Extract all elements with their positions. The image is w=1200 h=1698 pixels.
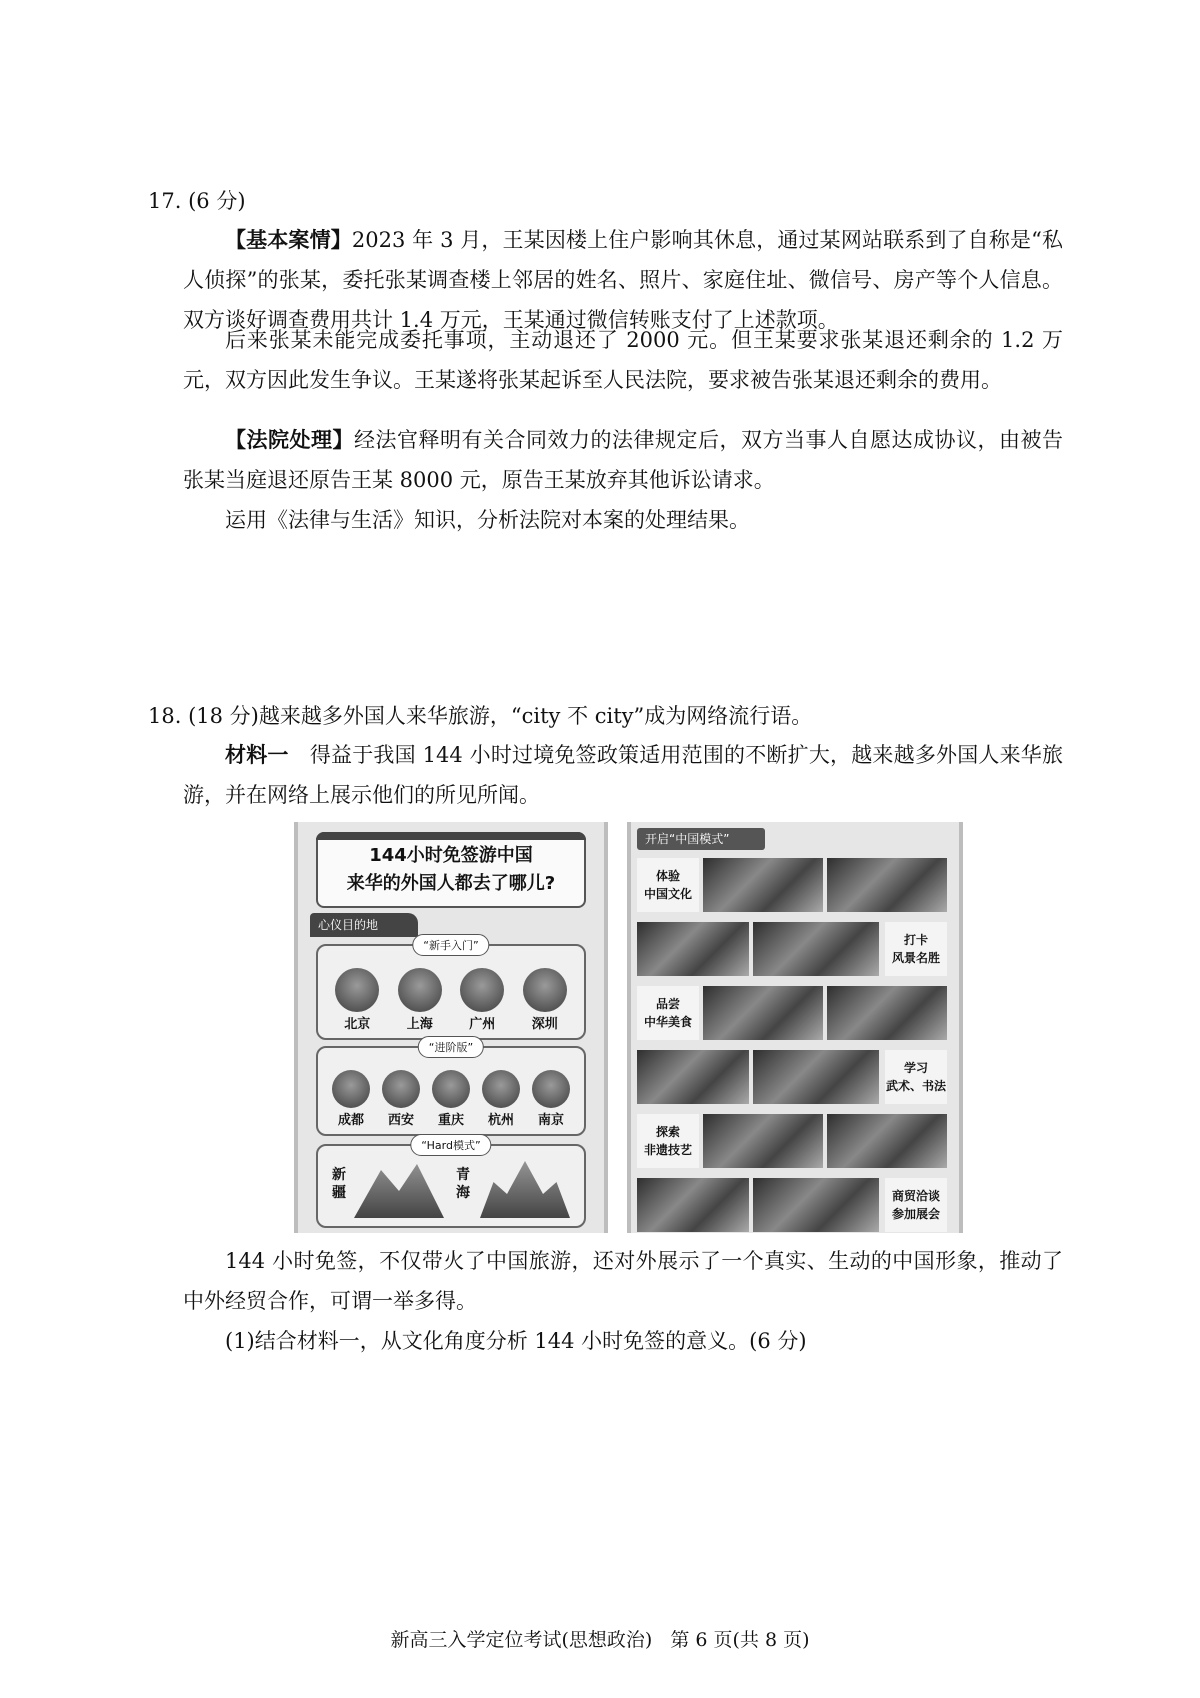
tier-label: “新手入门” [412,934,489,956]
activity-label-line-2: 中华美食 [643,1015,692,1029]
material-label: 材料一 [225,743,289,767]
activity-row [637,1174,949,1236]
city-item [382,1070,420,1128]
tier-advanced [316,1041,586,1136]
section-tag: 心仪目的地 [310,913,418,937]
city-name: 杭州 [487,1113,514,1128]
activity-photo [753,922,879,976]
activity-label-line-1: 体验 [655,869,680,883]
question-number: 17. [148,189,182,213]
city-image [460,968,504,1012]
footer-exam-title: 新高三入学定位考试(思想政治) [390,1629,653,1651]
activity-label-line-2: 非遗技艺 [643,1143,692,1157]
tier-hard [316,1139,586,1228]
city-name: 北京 [344,1017,371,1032]
city-item [523,968,567,1032]
activity-photo [703,1114,823,1168]
material-one-paragraph [183,735,1063,815]
court-text: 经法官释明有关合同效力的法律规定后，双方当事人自愿达成协议，由被告张某当庭退还原告王某 8000 元，原告王某放弃其他诉讼请求。 [183,428,1063,492]
city-image [482,1070,520,1108]
activity-label-line-2: 中国文化 [643,887,692,901]
activity-label-line-1: 品尝 [655,997,680,1011]
activity-photo [753,1050,879,1104]
city-item [432,1070,470,1128]
mountain-image [354,1158,444,1218]
activity-label-line-1: 打卡 [903,933,928,947]
page-footer [0,1625,1200,1652]
city-item [482,1070,520,1128]
activity-row [637,854,949,916]
activity-label [885,1050,947,1104]
infographic-china-mode [627,822,963,1233]
region-xinjiang: 新疆 [332,1167,346,1201]
activity-row [637,1110,949,1172]
region-qinghai: 青海 [456,1167,470,1201]
activity-label [637,986,699,1040]
case-text-2: 后来张某未能完成委托事项，主动退还了 2000 元。但王某要求张某退还剩余的 1.2 万元，双方因此发生争议。王某遂将张某起诉至人民法院，要求被告张某退还剩余的费用。 [183,328,1063,392]
city-item [532,1070,570,1128]
city-item [332,1070,370,1128]
sub-question-1-text: (1)结合材料一，从文化角度分析 144 小时免签的意义。(6 分) [225,1329,807,1353]
q17-task-text: 运用《法律与生活》知识，分析法院对本案的处理结果。 [225,508,750,532]
city-name: 广州 [469,1017,496,1032]
city-image [523,968,567,1012]
activity-label-line-1: 商贸洽谈 [891,1189,940,1203]
city-name: 南京 [537,1113,564,1128]
activity-label [885,922,947,976]
city-name: 重庆 [437,1113,464,1128]
city-image [335,968,379,1012]
activity-photo [827,986,947,1040]
city-name: 成都 [337,1113,364,1128]
activity-photo [827,858,947,912]
city-item [460,968,504,1032]
city-image [382,1070,420,1108]
city-item [398,968,442,1032]
activity-label [885,1178,947,1232]
activity-photo [703,858,823,912]
china-mode-tag: 开启“中国模式” [637,828,765,850]
case-text-1: 2023 年 3 月，王某因楼上住户影响其休息，通过某网站联系到了自称是“私人侦探”的张某，委托张某调查楼上邻居的姓名、照片、家庭住址、微信号、房产等个人信息。双方谈好调查费用共计 1.4 万元，王某通过微信转账支付了上述款项。 [183,228,1063,332]
question-17-header [148,185,246,215]
city-image [532,1070,570,1108]
tier-beginner [316,939,586,1040]
question-score: (6 分) [188,189,246,213]
question-number: 18. [148,704,182,728]
tier-label: “Hard模式” [410,1134,491,1156]
activity-photo [753,1178,879,1232]
case-paragraph-2 [183,320,1063,400]
city-image [432,1070,470,1108]
question-18-header [148,700,1048,730]
activity-photo [637,922,749,976]
activity-row [637,1046,949,1108]
city-image [332,1070,370,1108]
material-text: 得益于我国 144 小时过境免签政策适用范围的不断扩大，越来越多外国人来华旅游，并在网络上展示他们的所见所闻。 [183,743,1064,807]
city-name: 上海 [406,1017,433,1032]
city-item [335,968,379,1032]
activity-label-line-2: 风景名胜 [891,951,940,965]
activity-label [637,858,699,912]
activity-photo [637,1050,749,1104]
sub-question-1 [183,1321,1063,1361]
city-name: 深圳 [531,1017,558,1032]
activity-label-line-2: 参加展会 [891,1207,940,1221]
activity-label-line-2: 武术、书法 [885,1079,946,1093]
q17-task [183,500,1063,540]
activity-photo [637,1178,749,1232]
court-label: 【法院处理】 [225,428,354,452]
infographic-title-line-1: 144小时免签游中国 [369,845,533,866]
activity-row [637,982,949,1044]
material-conclusion-text: 144 小时免签，不仅带火了中国旅游，还对外展示了一个真实、生动的中国形象，推动了中外经贸合作，可谓一举多得。 [183,1249,1063,1313]
tier-label: “进阶版” [418,1036,484,1058]
temple-image [480,1158,570,1218]
city-name: 西安 [387,1113,414,1128]
activity-label-line-1: 学习 [903,1061,928,1075]
infographic-destinations [294,822,608,1233]
activity-photo [703,986,823,1040]
case-label: 【基本案情】 [225,228,352,252]
court-paragraph [183,420,1063,500]
footer-page-number: 第 6 页(共 8 页) [670,1629,810,1651]
infographic-title-line-2: 来华的外国人都去了哪儿? [346,873,556,894]
activity-photo [827,1114,947,1168]
question-intro: (18 分)越来越多外国人来华旅游，“city 不 city”成为网络流行语。 [188,704,813,728]
city-image [398,968,442,1012]
activity-row [637,918,949,980]
activity-label [637,1114,699,1168]
activity-label-line-1: 探索 [655,1125,680,1139]
material-conclusion [183,1241,1063,1321]
infographic-title [316,832,586,908]
